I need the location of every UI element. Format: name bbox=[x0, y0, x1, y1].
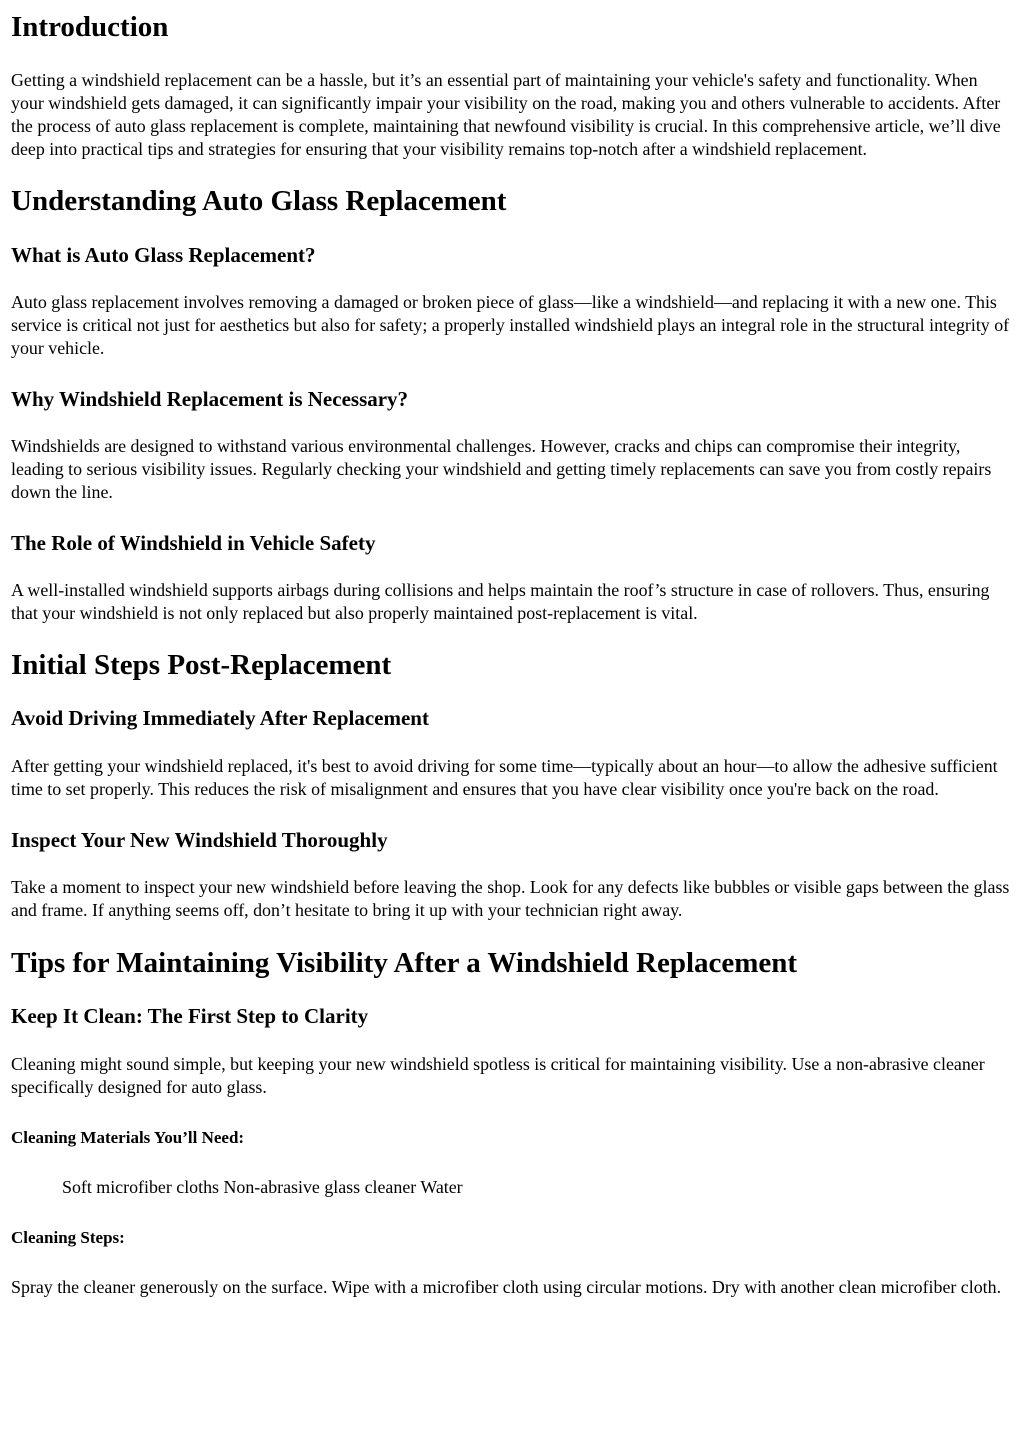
paragraph-why-necessary: Windshields are designed to withstand various environmental challenges. However, cracks and chips can compromise their integrity, leading to serious visibility issues. Regularly checking your windshield and getting timely replacements can save you from costly repairs down the line. bbox=[11, 436, 992, 502]
heading-cleaning-steps: Cleaning Steps: bbox=[11, 1228, 125, 1247]
heading-tips: Tips for Maintaining Visibility After a Windshield Replacement bbox=[11, 947, 798, 979]
heading-cleaning-materials: Cleaning Materials You’ll Need: bbox=[11, 1128, 245, 1147]
paragraph-what-is: Auto glass replacement involves removing a damaged or broken piece of glass—like a windshield—and replacing it with a new one. This service is critical not just for aesthetics but also for safety; a properly installed windshield plays an integral role in the structural integrity of your vehicle. bbox=[11, 292, 1010, 358]
heading-role-safety: The Role of Windshield in Vehicle Safety bbox=[11, 531, 376, 555]
heading-initial-steps: Initial Steps Post-Replacement bbox=[11, 649, 392, 681]
heading-inspect: Inspect Your New Windshield Thoroughly bbox=[11, 828, 388, 852]
paragraph-introduction: Getting a windshield replacement can be a hassle, but it’s an essential part of maintaining your vehicle's safety and functionality. When your windshield gets damaged, it can significantly impair your visibility on the road, making you and others vulnerable to accidents. After the process of auto glass replacement is complete, maintaining that newfound visibility is crucial. In this comprehensive article, we’ll dive deep into practical tips and strategies for ensuring that your visibility remains top-notch after a windshield replacement. bbox=[11, 70, 1001, 159]
paragraph-cleaning-steps: Spray the cleaner generously on the surface. Wipe with a microfiber cloth using circular motions. Dry with another clean microfiber cloth. bbox=[11, 1277, 1002, 1297]
heading-why-necessary: Why Windshield Replacement is Necessary? bbox=[11, 387, 409, 411]
paragraph-inspect: Take a moment to inspect your new windshield before leaving the shop. Look for any defects like bubbles or visible gaps between the glass and frame. If anything seems off, don’t hesitate to bring it up with your technician right away. bbox=[11, 877, 1010, 920]
list-cleaning-materials: Soft microfiber cloths Non-abrasive glass cleaner Water bbox=[62, 1177, 463, 1197]
paragraph-role-safety: A well-installed windshield supports airbags during collisions and helps maintain the roof’s structure in case of rollovers. Thus, ensuring that your windshield is not only replaced but also properly maintained post-replacement is vital. bbox=[11, 580, 990, 623]
heading-avoid-driving: Avoid Driving Immediately After Replacement bbox=[11, 706, 429, 730]
heading-what-is: What is Auto Glass Replacement? bbox=[11, 243, 316, 267]
paragraph-avoid-driving: After getting your windshield replaced, it's best to avoid driving for some time—typically about an hour—to allow the adhesive sufficient time to set properly. This reduces the risk of misalignment and ensures that you have clear visibility once you're back on the road. bbox=[11, 756, 998, 799]
heading-introduction: Introduction bbox=[11, 11, 169, 43]
article bbox=[0, 10, 1024, 1299]
heading-keep-clean: Keep It Clean: The First Step to Clarity bbox=[11, 1004, 369, 1028]
heading-understanding: Understanding Auto Glass Replacement bbox=[11, 185, 507, 217]
paragraph-keep-clean: Cleaning might sound simple, but keeping your new windshield spotless is critical for maintaining visibility. Use a non-abrasive cleaner specifically designed for auto glass. bbox=[11, 1054, 985, 1097]
